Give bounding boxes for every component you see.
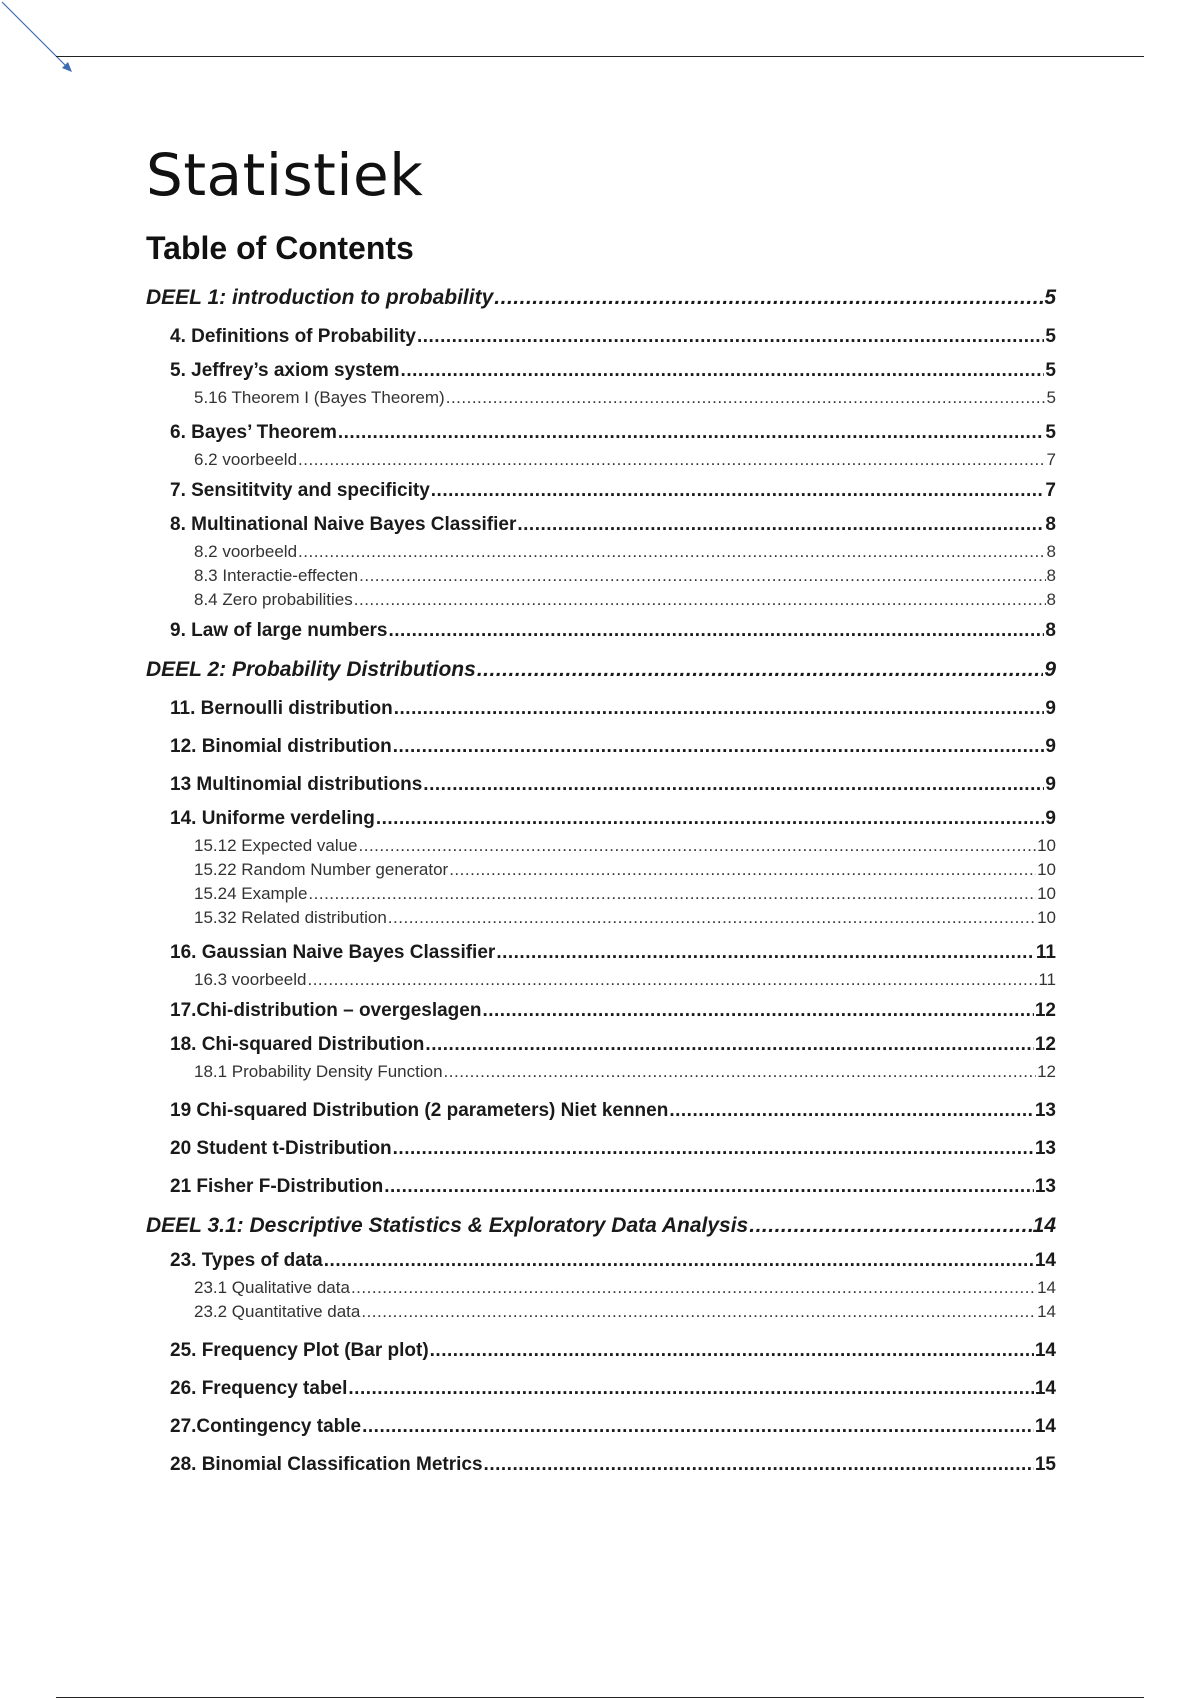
toc-entry-page: 7	[1045, 480, 1056, 501]
toc-entry-page: 9	[1045, 774, 1056, 795]
toc-entry-page: 10	[1037, 908, 1056, 927]
toc-leader	[669, 1092, 1034, 1130]
toc-entry-page: 14	[1037, 1278, 1056, 1297]
toc-entry-title: 23. Types of data	[170, 1250, 323, 1271]
toc-entry[interactable]	[146, 318, 1056, 356]
toc-entry-page: 10	[1037, 836, 1056, 855]
toc-leader	[517, 510, 1044, 540]
toc-entry-page: 9	[1045, 698, 1056, 719]
toc-entry-title: 8.3 Interactie-effecten	[194, 566, 359, 585]
toc-entry-title: 15.12 Expected value	[194, 836, 358, 855]
toc-leader	[393, 1130, 1034, 1168]
toc-entry[interactable]	[146, 728, 1056, 766]
toc-leader	[496, 938, 1035, 968]
toc-leader	[484, 1446, 1034, 1484]
toc-entry-page: 13	[1034, 1100, 1056, 1121]
toc-entry[interactable]	[146, 968, 1056, 992]
toc-entry-title: 25. Frequency Plot (Bar plot)	[170, 1340, 429, 1361]
toc-entry-page: 5	[1045, 422, 1056, 443]
toc-entry-page: 15	[1034, 1454, 1056, 1475]
toc-entry-title: 9. Law of large numbers	[170, 620, 388, 641]
toc-entry[interactable]	[146, 472, 1056, 510]
toc-entry[interactable]	[146, 650, 1056, 690]
toc-entry[interactable]	[146, 612, 1056, 650]
toc-leader	[338, 418, 1045, 448]
toc-entry[interactable]	[146, 1370, 1056, 1408]
toc-heading: Table of Contents	[146, 230, 414, 266]
toc-entry[interactable]	[146, 938, 1056, 968]
toc-entry-title: 5.16 Theorem I (Bayes Theorem)	[194, 388, 445, 407]
toc-entry-title: 5. Jeffrey’s axiom system	[170, 360, 400, 381]
toc-leader	[361, 1300, 1036, 1324]
toc-entry-title: 6.2 voorbeeld	[194, 450, 298, 469]
toc-entry-page: 10	[1037, 884, 1056, 903]
toc-entry-page: 14	[1034, 1378, 1056, 1399]
toc-leader	[482, 992, 1033, 1030]
document-title: Statistiek	[146, 141, 424, 209]
toc-leader	[430, 1332, 1034, 1370]
toc-entry[interactable]	[146, 1300, 1056, 1324]
toc-entry-title: 14. Uniforme verdeling	[170, 808, 375, 829]
toc-leader	[394, 690, 1045, 728]
toc-entry[interactable]	[146, 690, 1056, 728]
toc-leader	[359, 834, 1037, 858]
toc-entry-title: 18. Chi-squared Distribution	[170, 1034, 425, 1055]
toc-entry-title: 6. Bayes’ Theorem	[170, 422, 337, 443]
toc-leader	[494, 278, 1043, 318]
toc-leader	[307, 968, 1037, 992]
toc-leader	[749, 1206, 1031, 1246]
toc-entry-title: 4. Definitions of Probability	[170, 326, 416, 347]
toc-entry-title: 28. Binomial Classification Metrics	[170, 1454, 483, 1475]
toc-leader	[298, 448, 1046, 472]
toc-entry-title: 19 Chi-squared Distribution (2 parameters) Niet kennen	[170, 1100, 669, 1121]
toc-entry[interactable]	[146, 386, 1056, 410]
toc-entry[interactable]	[146, 1130, 1056, 1168]
toc-leader	[423, 766, 1044, 804]
toc-entry-title: 8.4 Zero probabilities	[194, 590, 353, 609]
toc-leader	[393, 728, 1045, 766]
toc-entry-title: 15.22 Random Number generator	[194, 860, 449, 879]
toc-entry[interactable]	[146, 882, 1056, 906]
toc-entry-page: 8	[1046, 590, 1056, 609]
toc-entry[interactable]	[146, 1092, 1056, 1130]
toc-entry-page: 5	[1044, 286, 1056, 309]
corner-arrow-icon	[0, 0, 80, 80]
toc-entry-title: 15.24 Example	[194, 884, 308, 903]
toc-entry[interactable]	[146, 448, 1056, 472]
toc-entry-title: 21 Fisher F-Distribution	[170, 1176, 384, 1197]
toc-entry-page: 5	[1045, 360, 1056, 381]
toc-entry-title: 8.2 voorbeeld	[194, 542, 298, 561]
toc-entry-title: 16.3 voorbeeld	[194, 970, 307, 989]
toc-entry-page: 12	[1034, 1000, 1056, 1021]
toc-entry-page: 10	[1037, 860, 1056, 879]
toc-entry-title: 17.Chi-distribution – overgeslagen	[170, 1000, 482, 1021]
toc-entry[interactable]	[146, 278, 1056, 318]
toc-leader	[384, 1168, 1034, 1206]
document-body	[146, 140, 1056, 1484]
toc-entry-page: 8	[1046, 566, 1056, 585]
toc-entry-page: 8	[1045, 620, 1056, 641]
toc-leader	[477, 650, 1043, 690]
toc-leader	[362, 1408, 1034, 1446]
toc-entry-page: 14	[1034, 1250, 1056, 1271]
toc-entry-page: 8	[1045, 514, 1056, 535]
toc-entry-title: 23.2 Quantitative data	[194, 1302, 361, 1321]
toc-entry-page: 14	[1037, 1302, 1056, 1321]
toc-entry[interactable]	[146, 858, 1056, 882]
toc-entry-title: 16. Gaussian Naive Bayes Classifier	[170, 942, 496, 963]
toc-entry[interactable]	[146, 906, 1056, 930]
toc-leader	[354, 588, 1046, 612]
toc-leader	[308, 882, 1036, 906]
toc-leader	[376, 804, 1045, 834]
toc-leader	[425, 1030, 1033, 1060]
toc-entry[interactable]	[146, 1030, 1056, 1060]
toc-leader	[417, 318, 1044, 356]
header-rule	[56, 56, 1144, 57]
toc-entry-title: DEEL 3.1: Descriptive Statistics & Exploratory Data Analysis	[146, 1214, 749, 1237]
toc-entry-title: 13 Multinomial distributions	[170, 774, 423, 795]
toc-leader	[359, 564, 1045, 588]
toc-leader	[298, 540, 1046, 564]
toc-leader	[444, 1060, 1037, 1084]
toc-entry[interactable]	[146, 418, 1056, 448]
toc-entry[interactable]	[146, 1276, 1056, 1300]
toc-entry-page: 9	[1045, 808, 1056, 829]
toc-entry-title: 23.1 Qualitative data	[194, 1278, 350, 1297]
toc-entry-page: 14	[1034, 1416, 1056, 1437]
toc-entry-page: 7	[1046, 450, 1056, 469]
toc-entry[interactable]	[146, 804, 1056, 834]
toc-entry-title: 11. Bernoulli distribution	[170, 698, 393, 719]
toc-entry[interactable]	[146, 1246, 1056, 1276]
toc-entry[interactable]	[146, 1332, 1056, 1370]
toc-entry-title: 26. Frequency tabel	[170, 1378, 348, 1399]
toc-entry-title: 8. Multinational Naive Bayes Classifier	[170, 514, 517, 535]
toc-leader	[449, 858, 1036, 882]
toc-entry-page: 11	[1038, 970, 1056, 989]
toc-entry-page: 5	[1046, 388, 1056, 407]
toc-entry[interactable]	[146, 766, 1056, 804]
toc-entry-title: 7. Sensititvity and specificity	[170, 480, 430, 501]
toc-entry-page: 13	[1034, 1176, 1056, 1197]
toc-leader	[431, 472, 1045, 510]
toc-entry[interactable]	[146, 1206, 1056, 1246]
toc-leader	[446, 386, 1046, 410]
toc-entry[interactable]	[146, 992, 1056, 1030]
toc-entry-title: 20 Student t-Distribution	[170, 1138, 392, 1159]
toc-entry[interactable]	[146, 540, 1056, 564]
toc-leader	[401, 356, 1045, 386]
table-of-contents	[146, 278, 1056, 1484]
toc-entry-page: 14	[1034, 1340, 1056, 1361]
toc-entry[interactable]	[146, 1408, 1056, 1446]
toc-entry-title: 27.Contingency table	[170, 1416, 362, 1437]
toc-entry-page: 14	[1032, 1214, 1056, 1237]
toc-entry[interactable]	[146, 834, 1056, 858]
toc-entry[interactable]	[146, 356, 1056, 386]
toc-leader	[351, 1276, 1036, 1300]
toc-entry[interactable]	[146, 1060, 1056, 1084]
toc-entry[interactable]	[146, 564, 1056, 588]
toc-entry-page: 9	[1045, 736, 1056, 757]
toc-leader	[388, 906, 1036, 930]
toc-entry[interactable]	[146, 510, 1056, 540]
toc-entry-title: 15.32 Related distribution	[194, 908, 387, 927]
toc-entry[interactable]	[146, 588, 1056, 612]
toc-leader	[348, 1370, 1033, 1408]
toc-entry-page: 12	[1034, 1034, 1056, 1055]
toc-entry-title: 18.1 Probability Density Function	[194, 1062, 443, 1081]
toc-entry[interactable]	[146, 1168, 1056, 1206]
toc-entry-page: 13	[1034, 1138, 1056, 1159]
toc-entry-title: DEEL 2: Probability Distributions	[146, 658, 476, 681]
toc-entry-page: 9	[1044, 658, 1056, 681]
toc-entry-page: 5	[1045, 326, 1056, 347]
toc-entry-page: 8	[1046, 542, 1056, 561]
toc-entry-page: 11	[1035, 942, 1056, 963]
footer-rule	[56, 1697, 1144, 1698]
toc-entry[interactable]	[146, 1446, 1056, 1484]
toc-leader	[389, 612, 1045, 650]
toc-leader	[324, 1246, 1034, 1276]
toc-entry-title: DEEL 1: introduction to probability	[146, 286, 494, 309]
toc-entry-title: 12. Binomial distribution	[170, 736, 392, 757]
toc-entry-page: 12	[1037, 1062, 1056, 1081]
